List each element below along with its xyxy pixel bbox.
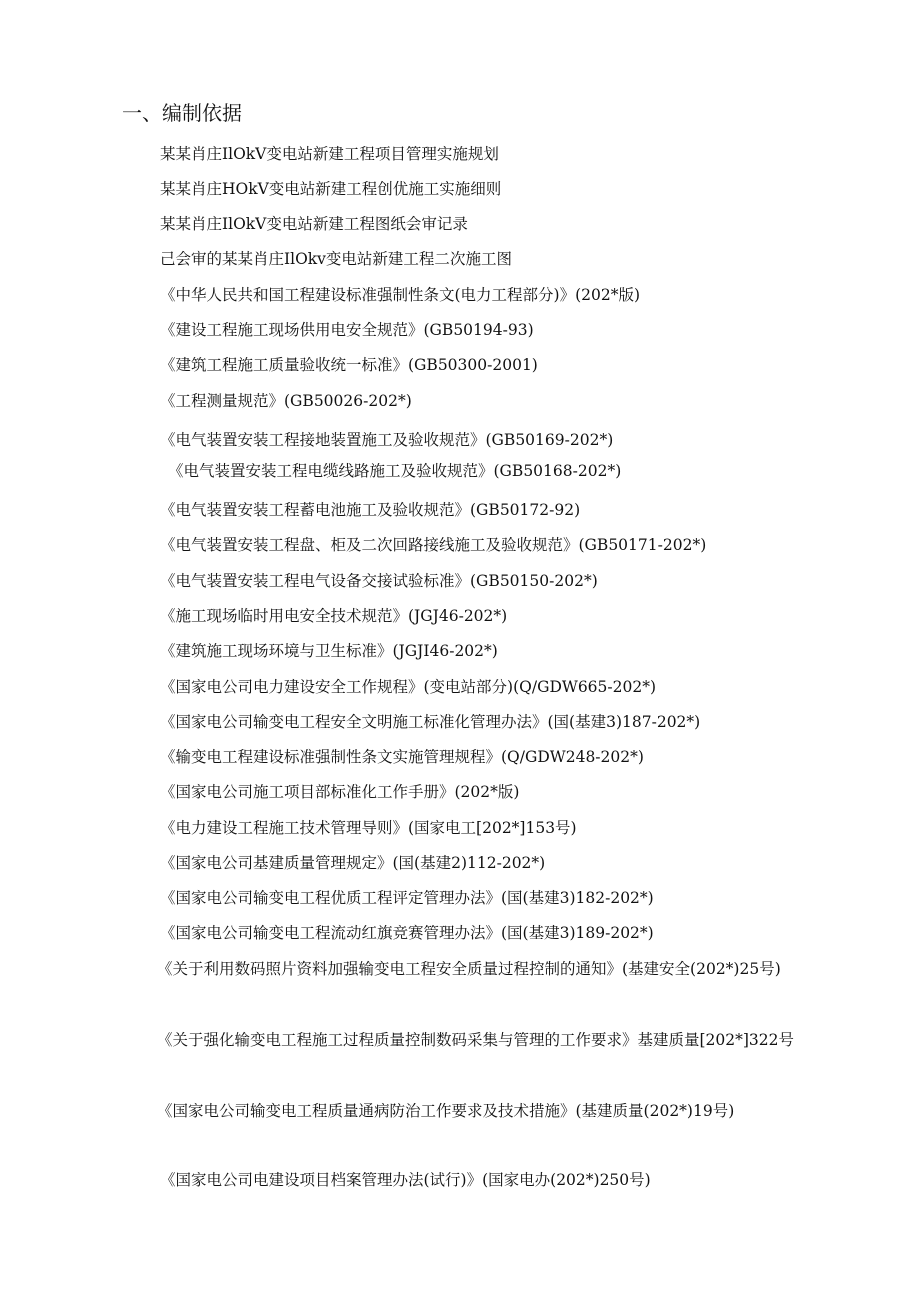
basis-item-8: 《工程测量规范》(GB50026-202*) [160,392,412,410]
basis-item-7: 《建筑工程施工质量验收统一标准》(GB50300-2001) [160,356,538,374]
basis-item-2: 某某肖庄HOkV变电站新建工程创优施工实施细则 [160,180,502,198]
basis-item-25: 《关于强化输变电工程施工过程质量控制数码采集与管理的工作要求》基建质量[202*]322号 [157,1031,795,1049]
basis-item-9: 《电气装置安装工程接地装置施工及验收规范》(GB50169-202*) [160,431,614,449]
basis-item-15: 《建筑施工现场环境与卫生标准》(JGJI46-202*) [160,642,498,660]
basis-item-12: 《电气装置安装工程盘、柜及二次回路接线施工及验收规范》(GB50171-202*) [160,536,707,554]
section-heading: 一、编制依据 [122,101,242,125]
basis-item-26: 《国家电公司输变电工程质量通病防治工作要求及技术措施》(基建质量(202*)19号) [157,1102,735,1120]
basis-item-17: 《国家电公司输变电工程安全文明施工标准化管理办法》(国(基建3)187-202*) [160,713,701,731]
basis-item-21: 《国家电公司基建质量管理规定》(国(基建2)112-202*) [160,854,546,872]
basis-item-24: 《关于利用数码照片资料加强输变电工程安全质量过程控制的通知》(基建安全(202*)25号) [157,960,781,978]
basis-item-13: 《电气装置安装工程电气设备交接试验标准》(GB50150-202*) [160,572,598,590]
basis-item-19: 《国家电公司施工项目部标准化工作手册》(202*版) [160,783,520,801]
basis-item-14: 《施工现场临时用电安全技术规范》(JGJ46-202*) [160,607,508,625]
basis-item-11: 《电气装置安装工程蓄电池施工及验收规范》(GB50172-92) [160,501,581,519]
basis-item-4: 己会审的某某肖庄IlOkv变电站新建工程二次施工图 [160,250,512,268]
basis-item-20: 《电力建设工程施工技术管理导则》(国家电工[202*]153号) [160,819,577,837]
basis-item-1: 某某肖庄IlOkV变电站新建工程项目管理实施规划 [160,145,499,163]
basis-item-22: 《国家电公司输变电工程优质工程评定管理办法》(国(基建3)182-202*) [160,889,654,907]
basis-item-16: 《国家电公司电力建设安全工作规程》(变电站部分)(Q/GDW665-202*) [160,678,657,696]
basis-item-23: 《国家电公司输变电工程流动红旗竞赛管理办法》(国(基建3)189-202*) [160,924,654,942]
basis-item-27: 《国家电公司电建设项目档案管理办法(试行)》(国家电办(202*)250号) [160,1171,651,1189]
basis-item-5: 《中华人民共和国工程建设标准强制性条文(电力工程部分)》(202*版) [160,286,641,304]
basis-item-10: 《电气装置安装工程电缆线路施工及验收规范》(GB50168-202*) [168,462,622,480]
basis-item-6: 《建设工程施工现场供用电安全规范》(GB50194-93) [160,321,534,339]
basis-item-3: 某某肖庄IlOkV变电站新建工程图纸会审记录 [160,215,468,233]
basis-item-18: 《输变电工程建设标准强制性条文实施管理规程》(Q/GDW248-202*) [160,748,644,766]
